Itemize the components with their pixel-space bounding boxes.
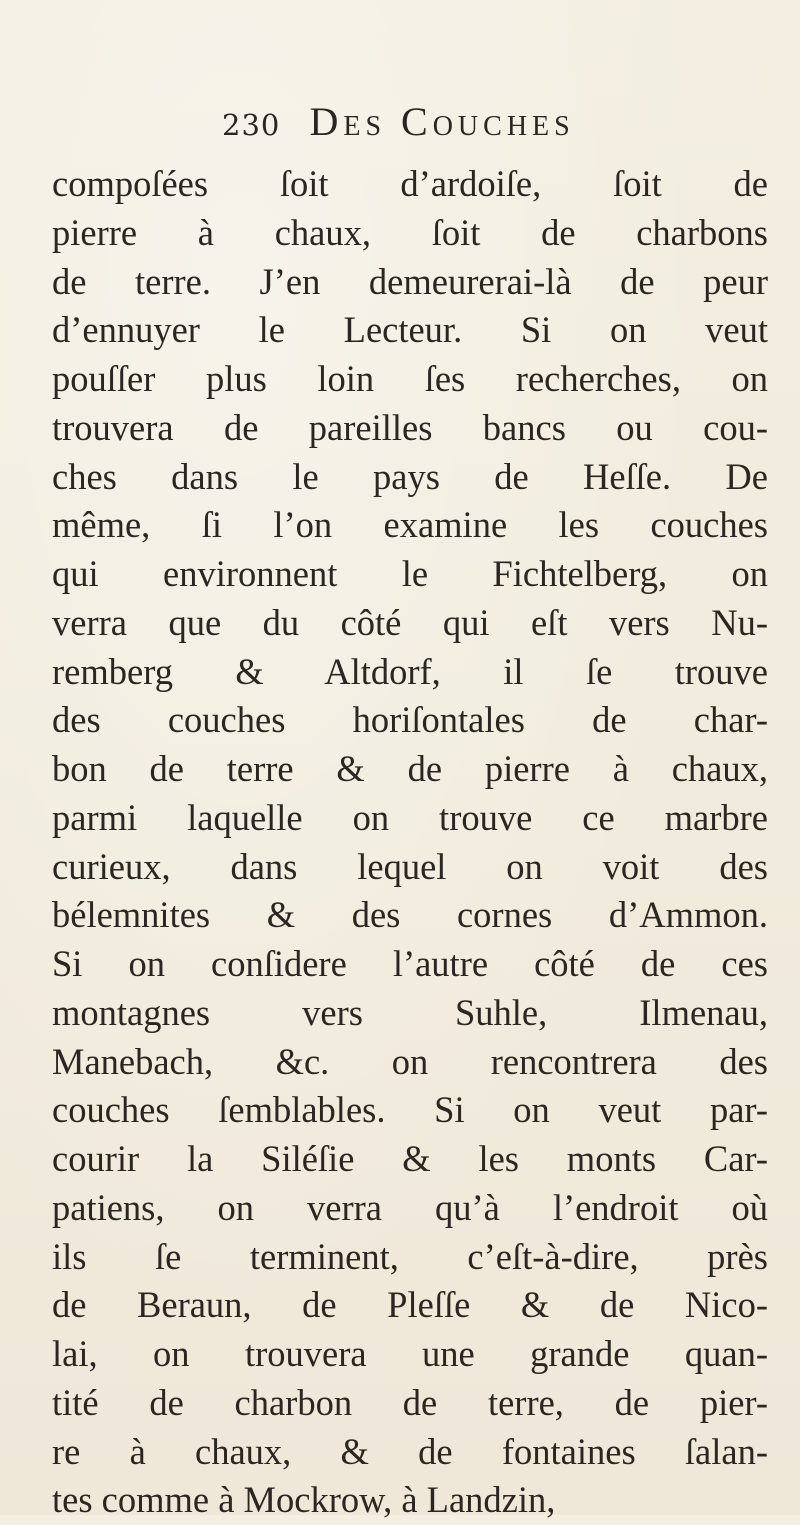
text-line: ches dans le pays de Heſſe. De bbox=[52, 455, 768, 497]
text-line: montagnes vers Suhle, Ilmenau, bbox=[52, 991, 768, 1033]
text-line: même, ſi l’on examine les couches bbox=[52, 504, 768, 546]
text-line: parmi laquelle on trouve ce marbre bbox=[52, 796, 768, 838]
text-line: remberg & Altdorf, il ſe trouve bbox=[52, 650, 768, 692]
text-line: de Beraun, de Pleſſe & de Nico- bbox=[52, 1284, 768, 1326]
page-number: 230 bbox=[222, 108, 281, 142]
text-line: bon de terre & de pierre à chaux, bbox=[52, 748, 768, 789]
text-line: re à chaux, & de fontaines ſalan- bbox=[52, 1430, 768, 1472]
text-line: tité de charbon de terre, de pier- bbox=[52, 1381, 768, 1423]
text-line: tes comme à Mockrow, à Landzin, bbox=[52, 1479, 556, 1521]
body-text bbox=[52, 160, 768, 1525]
running-head: Des Couches bbox=[309, 99, 575, 144]
text-line: lai, on trouvera une grande quan- bbox=[52, 1333, 768, 1374]
text-line: pouſſer plus loin ſes recherches, on bbox=[52, 358, 768, 399]
text-line: de terre. J’en demeurerai-là de peur bbox=[52, 260, 768, 302]
text-line: ils ſe terminent, c’eſt-à-dire, près bbox=[52, 1235, 768, 1277]
text-line: trouvera de pareilles bancs ou cou- bbox=[52, 406, 768, 448]
text-line: des couches horiſontales de char- bbox=[52, 699, 768, 741]
text-line: Manebach, &c. on rencontrera des bbox=[52, 1040, 768, 1082]
text-line: curieux, dans lequel on voit des bbox=[52, 845, 768, 887]
page-header bbox=[222, 98, 742, 148]
text-line: couches ſemblables. Si on veut par- bbox=[52, 1089, 768, 1131]
text-line: compoſées ſoit d’ardoiſe, ſoit de bbox=[52, 163, 768, 204]
text-line: bélemnites & des cornes d’Ammon. bbox=[52, 894, 768, 936]
text-line: verra que du côté qui eſt vers Nu- bbox=[52, 601, 768, 643]
text-line: pierre à chaux, ſoit de charbons bbox=[52, 211, 768, 253]
text-line: Si on conſidere l’autre côté de ces bbox=[52, 943, 768, 984]
text-line: qui environnent le Fichtelberg, on bbox=[52, 553, 768, 594]
text-line: d’ennuyer le Lecteur. Si on veut bbox=[52, 309, 768, 351]
text-line: patiens, on verra qu’à l’endroit où bbox=[52, 1186, 768, 1228]
text-line: courir la Siléſie & les monts Car- bbox=[52, 1138, 768, 1179]
